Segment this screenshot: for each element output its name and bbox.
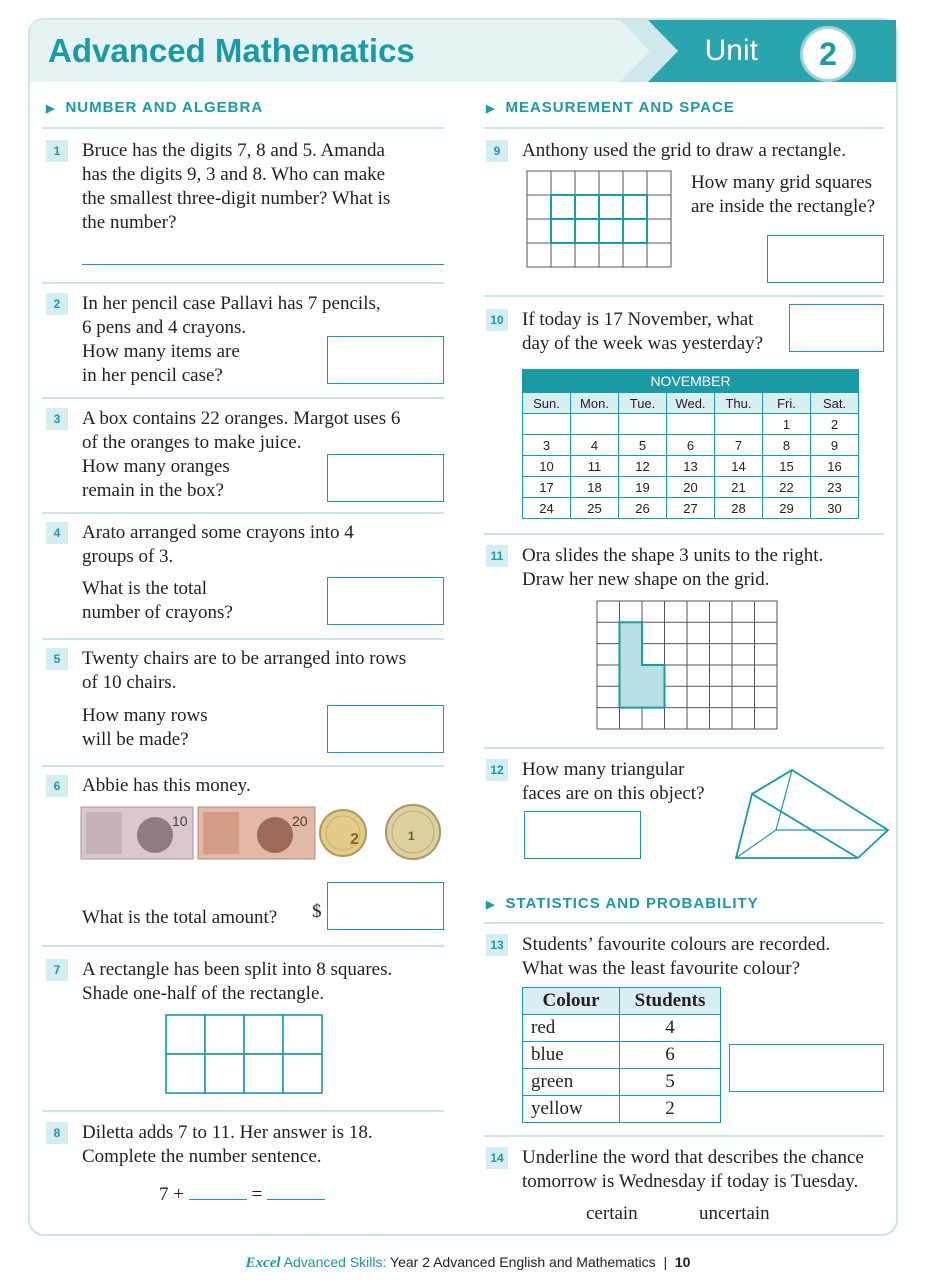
date-cell: 11 [571, 456, 619, 477]
date-cell: 20 [667, 477, 715, 498]
divider [484, 922, 884, 924]
table-row: yellow 2 [523, 1096, 721, 1123]
unit-number-badge: 2 [800, 26, 856, 82]
table-header: Students [620, 988, 721, 1015]
page-header [30, 20, 896, 82]
section-number-algebra: ▶ NUMBER AND ALGEBRA [46, 99, 264, 116]
date-cell [619, 414, 667, 435]
question-number: 8 [46, 1122, 68, 1144]
table-row: blue 6 [523, 1042, 721, 1069]
day-header: Thu. [715, 393, 763, 414]
question-number: 14 [486, 1147, 508, 1169]
date-cell: 3 [523, 435, 571, 456]
question-11-text: Ora slides the shape 3 units to the right. Draw her new shape on the grid. [522, 545, 824, 590]
divider [484, 533, 884, 535]
divider [484, 747, 884, 749]
footer-text: Year 2 Advanced English and Mathematics [390, 1254, 656, 1270]
date-cell [667, 414, 715, 435]
blank-1[interactable] [189, 1185, 247, 1200]
unit-label: Unit [704, 34, 758, 67]
twenty-dollar-note [198, 807, 315, 859]
date-cell: 15 [763, 456, 811, 477]
option-uncertain[interactable]: uncertain [699, 1203, 770, 1224]
two-dollar-coin-value: 2 [350, 831, 359, 848]
divider [42, 282, 444, 284]
date-cell: 10 [523, 456, 571, 477]
question-number: 7 [46, 959, 68, 981]
answer-box[interactable] [327, 882, 444, 930]
section-measurement-space: ▶ MEASUREMENT AND SPACE [486, 99, 735, 116]
eight-square-rectangle[interactable] [165, 1014, 323, 1094]
table-header: Colour [523, 988, 620, 1015]
date-cell: 13 [667, 456, 715, 477]
rectangle-grid [526, 170, 674, 268]
divider [42, 945, 444, 947]
day-header: Mon. [571, 393, 619, 414]
answer-line[interactable] [82, 264, 444, 265]
colour-table [522, 987, 721, 1123]
date-cell: 22 [763, 477, 811, 498]
answer-box[interactable] [729, 1044, 884, 1092]
answer-box[interactable] [524, 811, 641, 859]
date-cell: 6 [667, 435, 715, 456]
section-statistics-probability: ▶ STATISTICS AND PROBABILITY [486, 895, 759, 912]
divider [42, 127, 444, 129]
answer-box[interactable] [327, 705, 444, 753]
question-7-text: A rectangle has been split into 8 squares. Shade one-half of the rectangle. [82, 959, 393, 1004]
question-number: 10 [486, 309, 508, 331]
question-9-prompt: How many grid squares are inside the rectangle? [691, 172, 876, 217]
date-cell: 24 [523, 498, 571, 519]
slide-shape-grid[interactable] [596, 600, 780, 732]
page-number: 10 [674, 1254, 691, 1270]
page-footer [0, 1254, 936, 1272]
date-cell: 5 [619, 435, 667, 456]
date-cell: 2 [811, 414, 859, 435]
question-8-text: Diletta adds 7 to 11. Her answer is 18. Complete the number sentence. [82, 1122, 373, 1167]
footer-brand: Excel [245, 1255, 281, 1271]
divider [484, 1135, 884, 1137]
date-cell: 28 [715, 498, 763, 519]
divider [42, 397, 444, 399]
triangular-prism [732, 764, 894, 862]
question-4-text: Arato arranged some crayons into 4 groups of 3. What is the total number of crayons? [82, 522, 354, 623]
date-cell: 25 [571, 498, 619, 519]
question-6-text: Abbie has this money. [82, 775, 251, 796]
date-cell: 7 [715, 435, 763, 456]
twenty-dollar-note-value: 20 [292, 813, 308, 829]
question-number: 6 [46, 775, 68, 797]
date-cell [715, 414, 763, 435]
question-5-text: Twenty chairs are to be arranged into rows of 10 chairs. How many rows will be made? [82, 648, 407, 750]
answer-box[interactable] [789, 304, 884, 352]
day-header: Tue. [619, 393, 667, 414]
question-13-text: Students’ favourite colours are recorded. What was the least favourite colour? [522, 934, 831, 979]
date-cell: 17 [523, 477, 571, 498]
question-10-text: If today is 17 November, what day of the week was yesterday? [522, 309, 764, 354]
day-header: Fri. [763, 393, 811, 414]
question-number: 11 [486, 545, 508, 567]
date-cell: 16 [811, 456, 859, 477]
date-cell: 8 [763, 435, 811, 456]
one-dollar-coin [386, 805, 440, 859]
date-cell [523, 414, 571, 435]
date-cell: 14 [715, 456, 763, 477]
date-cell: 12 [619, 456, 667, 477]
divider [42, 512, 444, 514]
question-12-text: How many triangular faces are on this object? [522, 759, 705, 804]
date-cell: 26 [619, 498, 667, 519]
november-calendar [522, 369, 859, 519]
ten-dollar-note-value: 10 [172, 813, 188, 829]
table-row: green 5 [523, 1069, 721, 1096]
date-cell: 1 [763, 414, 811, 435]
page-title: Advanced Mathematics [48, 32, 415, 69]
question-number: 4 [46, 522, 68, 544]
divider [42, 638, 444, 640]
footer-series: Advanced Skills: [283, 1254, 387, 1270]
question-14-text: Underline the word that describes the chance tomorrow is Wednesday if today is Tuesday. [522, 1147, 864, 1192]
number-sentence: 7 + = [159, 1183, 325, 1207]
question-9-text: Anthony used the grid to draw a rectangle. [522, 140, 846, 161]
date-cell [571, 414, 619, 435]
question-number: 5 [46, 648, 68, 670]
question-1-text: Bruce has the digits 7, 8 and 5. Amanda has the digits 9, 3 and 8. Who can make the smallest three-digit number? What is the number? [82, 140, 391, 233]
date-cell: 18 [571, 477, 619, 498]
calendar-month: NOVEMBER [523, 370, 859, 393]
one-dollar-coin-value: 1 [408, 829, 415, 843]
date-cell: 19 [619, 477, 667, 498]
blank-2[interactable] [267, 1185, 325, 1200]
question-number: 12 [486, 759, 508, 781]
question-3-text: A box contains 22 oranges. Margot uses 6 of the oranges to make juice. How many oranges remain in the box? [82, 408, 401, 501]
date-cell: 30 [811, 498, 859, 519]
date-cell: 29 [763, 498, 811, 519]
ten-dollar-note [81, 807, 193, 859]
question-6-prompt: What is the total amount? [82, 907, 278, 928]
answer-box[interactable] [767, 235, 884, 283]
divider [42, 1110, 444, 1112]
answer-box[interactable] [327, 336, 444, 384]
question-number: 9 [486, 140, 508, 162]
date-cell: 21 [715, 477, 763, 498]
divider [484, 295, 884, 297]
answer-box[interactable] [327, 454, 444, 502]
date-cell: 27 [667, 498, 715, 519]
date-cell: 23 [811, 477, 859, 498]
two-dollar-coin [320, 810, 366, 856]
day-header: Sun. [523, 393, 571, 414]
money-illustration [80, 802, 444, 862]
question-number: 2 [46, 293, 68, 315]
date-cell: 9 [811, 435, 859, 456]
dollar-sign: $ [312, 901, 322, 922]
table-row: red 4 [523, 1015, 721, 1042]
day-header: Wed. [667, 393, 715, 414]
question-number: 1 [46, 140, 68, 162]
footer-separator: | [663, 1254, 668, 1270]
answer-box[interactable] [327, 577, 444, 625]
day-header: Sat. [811, 393, 859, 414]
divider [42, 765, 444, 767]
question-2-text: In her pencil case Pallavi has 7 pencils, 6 pens and 4 crayons. How many items are in her pencil case? [82, 293, 381, 386]
option-certain[interactable]: certain [586, 1203, 638, 1224]
date-cell: 4 [571, 435, 619, 456]
question-number: 13 [486, 934, 508, 956]
question-number: 3 [46, 408, 68, 430]
divider [484, 127, 884, 129]
